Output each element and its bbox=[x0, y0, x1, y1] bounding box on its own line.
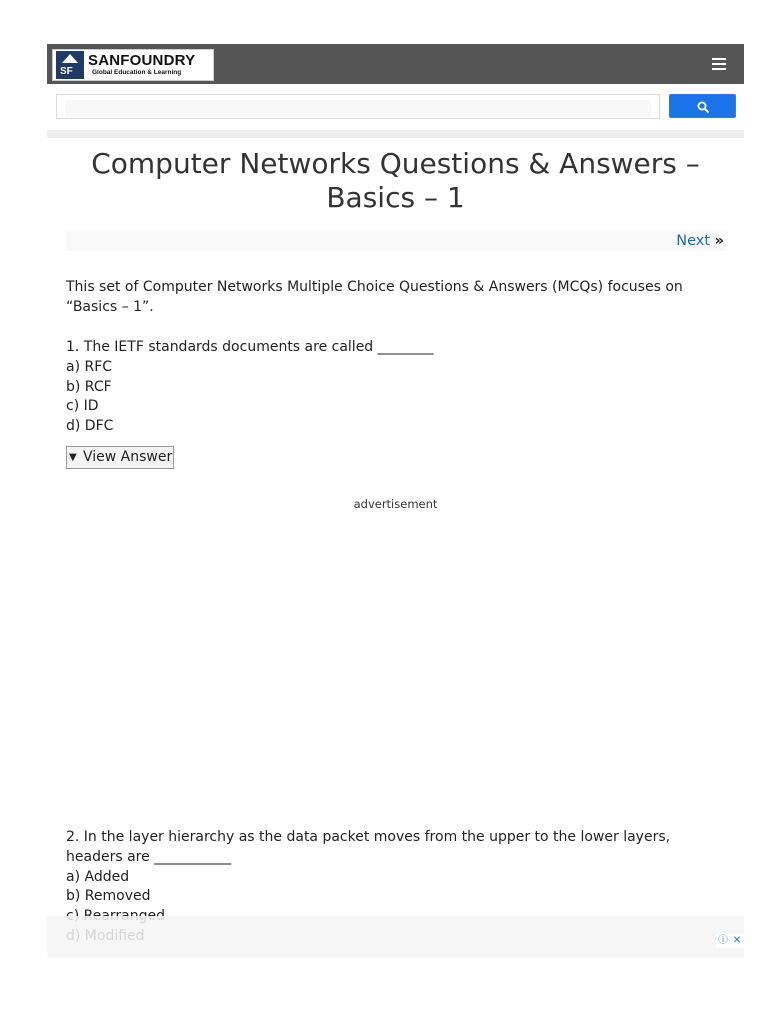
question-1 bbox=[66, 338, 726, 437]
page-title: Computer Networks Questions & Answers – Basics – 1 bbox=[91, 147, 700, 214]
option-d: d) DFC bbox=[66, 418, 114, 435]
option-a: a) RFC bbox=[66, 358, 113, 375]
hamburger-menu-icon[interactable] bbox=[712, 58, 726, 70]
option-b: b) Removed bbox=[66, 888, 151, 905]
logo-mark bbox=[56, 51, 84, 79]
option-a: a) Added bbox=[66, 868, 130, 885]
question-text: 1. The IETF standards documents are called ________ bbox=[66, 339, 434, 355]
top-nav-bar bbox=[47, 44, 744, 84]
search-input[interactable] bbox=[65, 100, 651, 117]
intro-text: This set of Computer Networks Multiple Choice Questions & Answers (MCQs) focuses on “Basics – 1”. bbox=[66, 279, 683, 315]
option-c: c) ID bbox=[66, 398, 99, 415]
site-logo[interactable] bbox=[52, 49, 214, 81]
header-divider bbox=[47, 130, 744, 138]
page-container bbox=[47, 44, 744, 958]
next-arrow: » bbox=[714, 233, 724, 249]
logo-mark-text: SF bbox=[60, 66, 73, 77]
search-bar bbox=[56, 94, 736, 120]
pagination-bar bbox=[66, 231, 726, 251]
search-icon bbox=[697, 101, 710, 114]
logo-subtitle: Global Education & Learning bbox=[92, 69, 182, 77]
next-link[interactable]: Next bbox=[676, 233, 711, 249]
chevron-down-icon: ▼ bbox=[69, 452, 77, 463]
ad-controls bbox=[716, 934, 744, 948]
question-text: 2. In the layer hierarchy as the data packet moves from the upper to the lower layers, headers are ___________ bbox=[66, 829, 671, 865]
logo-title: SANFOUNDRY bbox=[88, 52, 196, 70]
search-field-box bbox=[56, 94, 660, 119]
ad-info-icon[interactable]: ⓘ bbox=[718, 935, 728, 946]
search-button[interactable] bbox=[669, 94, 736, 118]
ad-close-icon[interactable]: ✕ bbox=[732, 935, 742, 946]
view-answer-button[interactable] bbox=[66, 446, 174, 469]
option-b: b) RCF bbox=[66, 378, 112, 395]
bottom-ad-banner bbox=[47, 916, 744, 958]
view-answer-label: View Answer bbox=[83, 449, 173, 465]
advertisement-label: advertisement bbox=[353, 497, 438, 511]
